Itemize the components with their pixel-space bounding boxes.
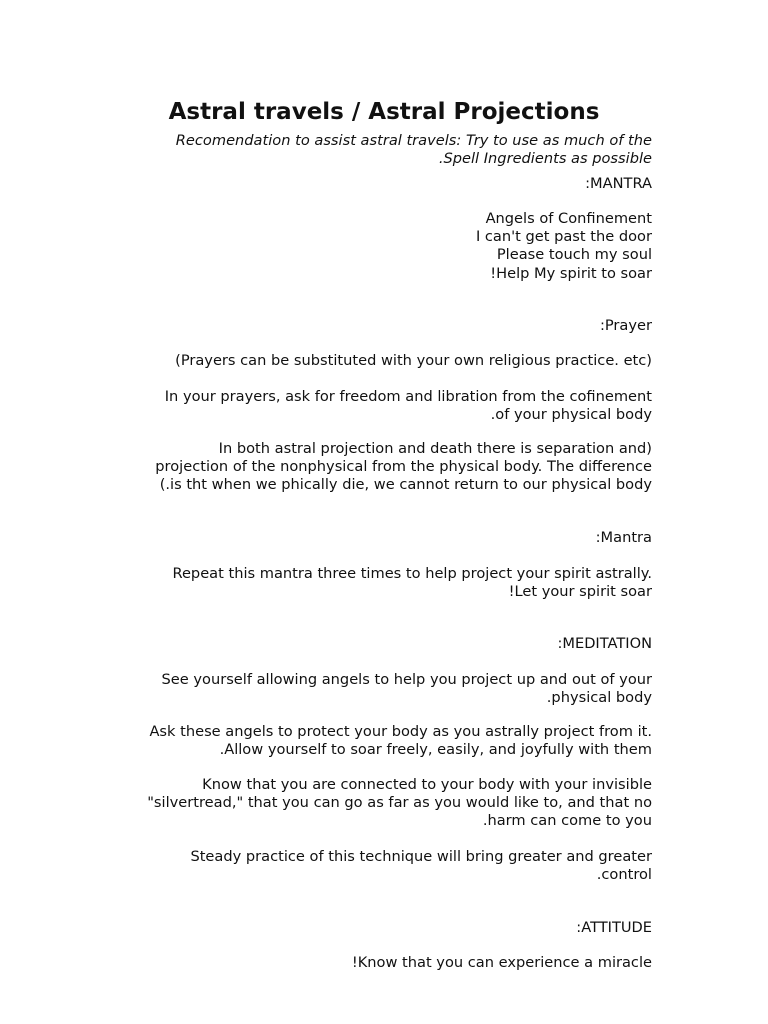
- paragraph-line: .of your physical body: [490, 406, 652, 424]
- prayer-heading: [92, 317, 652, 335]
- paragraph-line: .Allow yourself to soar freely, easily, and joyfully with them: [219, 741, 652, 759]
- intro-line: .Spell Ingredients as possible: [438, 150, 652, 168]
- meditation-heading: [92, 635, 652, 653]
- paragraph-line: Repeat this mantra three times to help project your spirit astrally.: [172, 565, 652, 582]
- paragraph-line: projection of the nonphysical from the physical body. The difference: [155, 458, 652, 476]
- section-heading: :MEDITATION: [557, 635, 652, 652]
- paragraph-line: Steady practice of this technique will bring greater and greater: [190, 848, 652, 865]
- verse-line: Please touch my soul: [496, 246, 652, 264]
- section-heading: :Mantra: [595, 529, 652, 546]
- mantra2-heading: [92, 529, 652, 547]
- attitude-heading: [92, 919, 652, 937]
- section-heading: :ATTITUDE: [576, 919, 652, 936]
- meditation-paragraph-2: [92, 723, 652, 759]
- paragraph-line: !Let your spirit soar: [508, 583, 652, 601]
- page-title: Astral travels / Astral Projections: [168, 99, 600, 125]
- paragraph-line: "silvertread," that you can go as far as you would like to, and that no: [147, 794, 652, 812]
- section-heading: :MANTRA: [585, 175, 652, 192]
- paragraph-line: .harm can come to you: [482, 812, 652, 830]
- verse-line: !Help My spirit to soar: [490, 264, 652, 282]
- paragraph-line: .control: [596, 866, 652, 884]
- paragraph-line: In both astral projection and death there is separation and): [218, 440, 652, 457]
- meditation-paragraph-1: [92, 671, 652, 707]
- paragraph-line: (Prayers can be substituted with your own religious practice. etc): [175, 352, 652, 369]
- verse-line: I can't get past the door: [475, 228, 652, 246]
- prayer-explanation: [92, 440, 652, 495]
- attitude-text: [92, 954, 652, 972]
- paragraph-line: In your prayers, ask for freedom and libration from the cofinement: [164, 388, 652, 405]
- paragraph-line: See yourself allowing angels to help you project up and out of your: [161, 671, 652, 688]
- paragraph-line: (.is tht when we phically die, we cannot return to our physical body: [159, 476, 652, 494]
- paragraph-line: .physical body: [546, 689, 652, 707]
- meditation-paragraph-4: [92, 848, 652, 884]
- prayer-instruction: [92, 388, 652, 424]
- mantra-heading: [92, 175, 652, 193]
- paragraph-line: Know that you are connected to your body with your invisible: [202, 776, 652, 793]
- prayer-note: [92, 352, 652, 370]
- intro-recommendation: [92, 132, 652, 168]
- verse-line: Angels of Confinement: [485, 210, 652, 227]
- paragraph-line: !Know that you can experience a miracle: [351, 954, 652, 971]
- section-heading: :Prayer: [599, 317, 652, 334]
- meditation-paragraph-3: [92, 776, 652, 831]
- intro-line: Recomendation to assist astral travels: Try to use as much of the: [175, 132, 652, 149]
- paragraph-line: Ask these angels to protect your body as you astrally project from it.: [149, 723, 652, 740]
- mantra2-text: [92, 565, 652, 601]
- mantra-verse: [92, 210, 652, 283]
